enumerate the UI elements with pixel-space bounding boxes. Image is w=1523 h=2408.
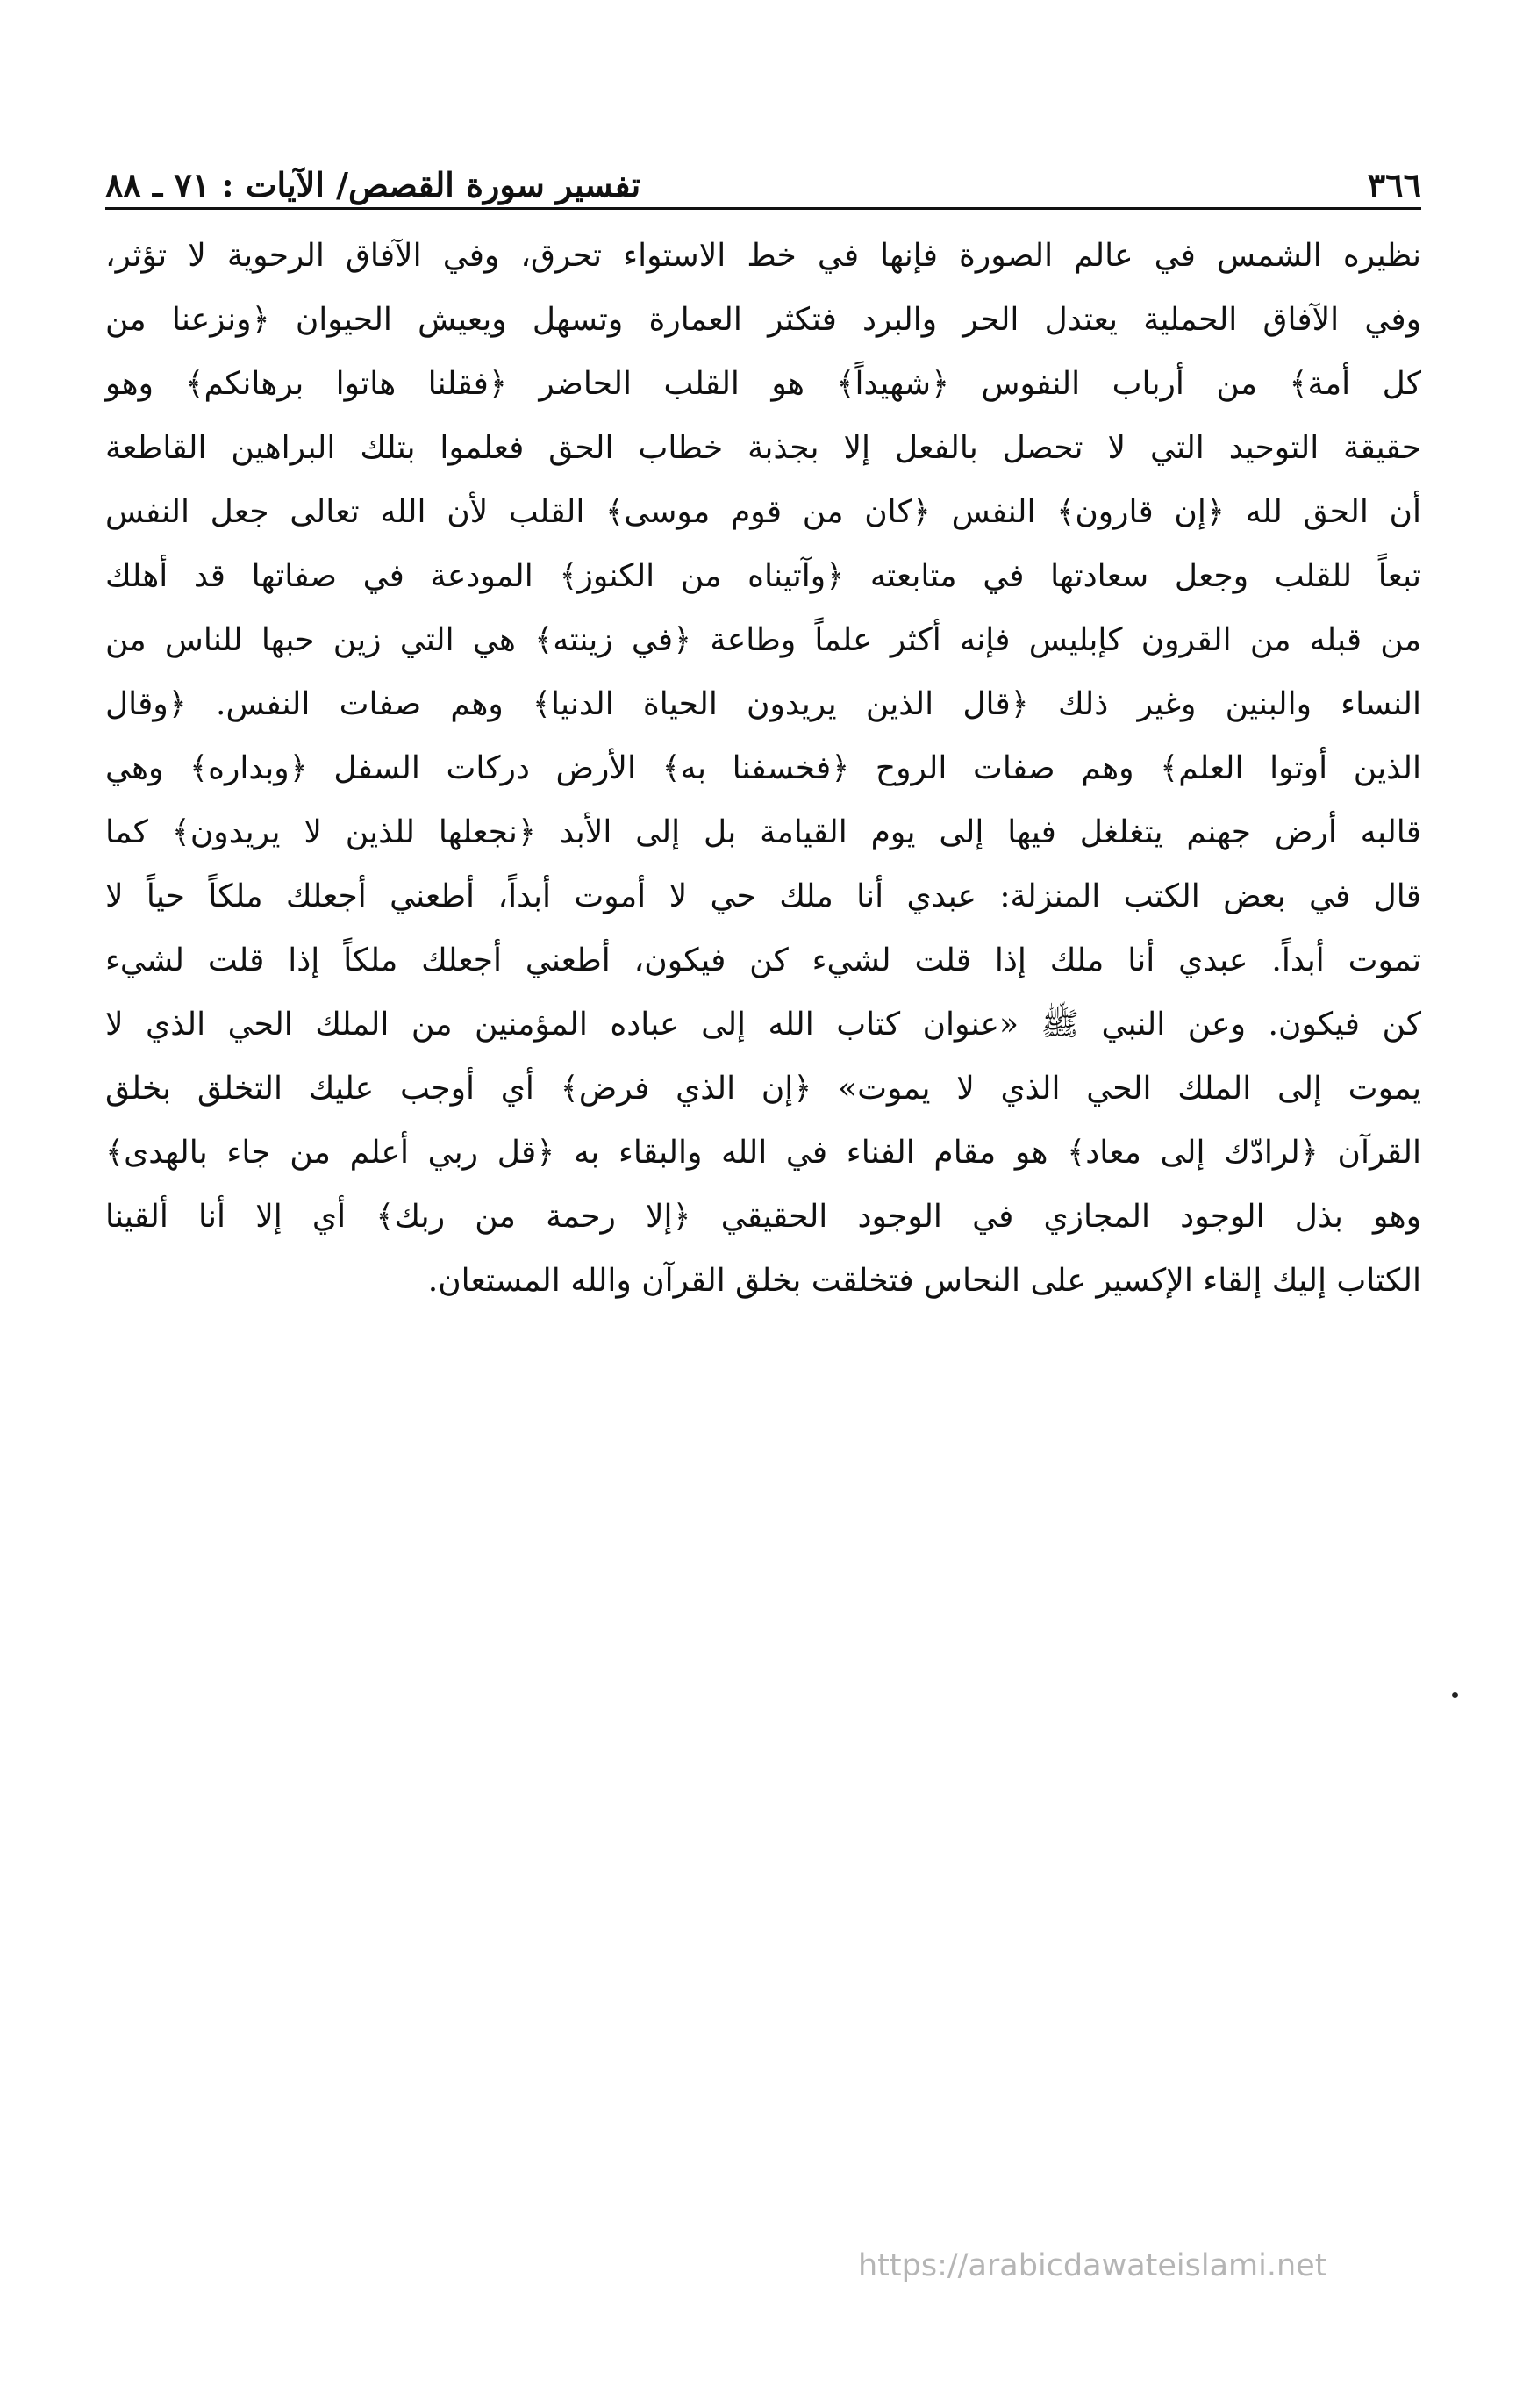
text-line: حقيقة التوحيد التي لا تحصل بالفعل إلا بجذبة خطاب الحق فعلموا بتلك البراهين القاطعة	[105, 430, 1421, 466]
text-line: الذين أوتوا العلم﴾ وهم صفات الروح ﴿فخسفنا به﴾ الأرض دركات السفل ﴿وبداره﴾ وهي	[105, 750, 1421, 786]
text-line: كن فيكون. وعن النبي ﷺ «عنوان كتاب الله إلى عباده المؤمنين من الملك الحي الذي لا	[105, 1007, 1421, 1043]
text-line: وفي الآفاق الحملية يعتدل الحر والبرد فتكثر العمارة وتسهل ويعيش الحيوان ﴿ونزعنا من	[105, 302, 1421, 338]
text-line: أن الحق لله ﴿إن قارون﴾ النفس ﴿كان من قوم موسى﴾ القلب لأن الله تعالى جعل النفس	[105, 494, 1421, 530]
text-line: قال في بعض الكتب المنزلة: عبدي أنا ملك حي لا أموت أبداً، أطعني أجعلك ملكاً حياً لا	[105, 878, 1421, 914]
text-line: الكتاب إليك إلقاء الإكسير على النحاس فتخلقت بخلق القرآن والله المستعان.	[427, 1263, 1421, 1299]
page-header	[105, 140, 1421, 202]
text-line: تموت أبداً. عبدي أنا ملك إذا قلت لشيء كن فيكون، أطعني أجعلك ملكاً إذا قلت لشيء	[105, 942, 1421, 978]
stray-dot	[1452, 1692, 1458, 1698]
text-line: كل أمة﴾ من أرباب النفوس ﴿شهيداً﴾ هو القلب الحاضر ﴿فقلنا هاتوا برهانكم﴾ وهو	[105, 366, 1421, 402]
text-line: وهو بذل الوجود المجازي في الوجود الحقيقي ﴿إلا رحمة من ربك﴾ أي إلا أنا ألقينا	[105, 1199, 1421, 1235]
text-line: نظيره الشمس في عالم الصورة فإنها في خط الاستواء تحرق، وفي الآفاق الرحوية لا تؤثر،	[105, 238, 1421, 274]
header-rule	[105, 207, 1421, 210]
body-text	[105, 224, 1421, 1313]
text-line: القرآن ﴿لرادّك إلى معاد﴾ هو مقام الفناء في الله والبقاء به ﴿قل ربي أعلم من جاء بالهدى﴾	[105, 1135, 1421, 1171]
text-line: من قبله من القرون كإبليس فإنه أكثر علماً وطاعة ﴿في زينته﴾ هي التي زين حبها للناس من	[105, 622, 1421, 658]
text-line: يموت إلى الملك الحي الذي لا يموت» ﴿إن الذي فرض﴾ أي أوجب عليك التخلق بخلق	[105, 1071, 1421, 1107]
page-number: ٣٦٦	[1367, 165, 1421, 204]
text-line: تبعاً للقلب وجعل سعادتها في متابعته ﴿وآتيناه من الكنوز﴾ المودعة في صفاتها قد أهلك	[105, 558, 1422, 594]
watermark-url: https://arabicdawateislami.net	[858, 2248, 1327, 2283]
running-title: تفسير سورة القصص/ الآيات : ٧١ ـ ٨٨	[105, 165, 641, 204]
text-line: النساء والبنين وغير ذلك ﴿قال الذين يريدون الحياة الدنيا﴾ وهم صفات النفس. ﴿وقال	[105, 686, 1421, 722]
text-line: قالبه أرض جهنم يتغلغل فيها إلى يوم القيامة بل إلى الأبد ﴿نجعلها للذين لا يريدون﴾ كما	[105, 814, 1421, 850]
